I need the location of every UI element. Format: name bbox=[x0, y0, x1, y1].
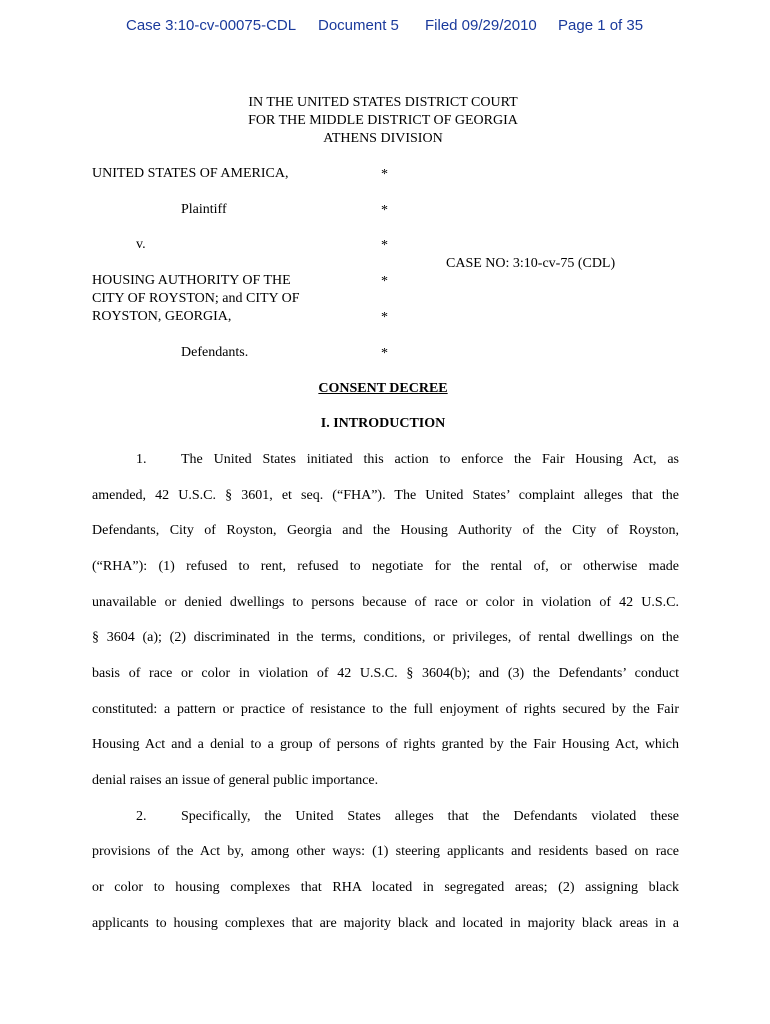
defendant-role: Defendants. bbox=[181, 345, 249, 360]
court-line-3: ATHENS DIVISION bbox=[323, 131, 443, 146]
paragraph-line: constituted: a pattern or practice of resistance to the full enjoyment of rights secured by the Fair bbox=[92, 702, 679, 717]
paragraph-line: unavailable or denied dwellings to persons because of race or color in violation of 42 U.S.C. bbox=[92, 595, 679, 610]
court-line-2: FOR THE MIDDLE DISTRICT OF GEORGIA bbox=[248, 113, 518, 128]
paragraph-line: provisions of the Act by, among other ways: (1) steering applicants and residents based on race bbox=[92, 844, 679, 859]
document-title: CONSENT DECREE bbox=[318, 381, 448, 396]
caption-asterisk: * bbox=[381, 346, 388, 361]
paragraph-line: denial raises an issue of general public importance. bbox=[92, 773, 379, 788]
filed-date: Filed 09/29/2010 bbox=[425, 17, 537, 34]
paragraph-number: 1. bbox=[136, 452, 147, 467]
plaintiff-role: Plaintiff bbox=[181, 202, 227, 217]
paragraph-line: amended, 42 U.S.C. § 3601, et seq. (“FHA”). The United States’ complaint alleges that the bbox=[92, 488, 679, 503]
case-number: Case 3:10-cv-00075-CDL bbox=[126, 17, 297, 34]
paragraph-line: Housing Act and a denial to a group of persons of rights granted by the Fair Housing Act, which bbox=[92, 737, 679, 752]
paragraph-number: 2. bbox=[136, 809, 147, 824]
paragraph-line: applicants to housing complexes that are majority black and located in majority black areas in a bbox=[92, 916, 679, 931]
defendant-line-1: HOUSING AUTHORITY OF THE bbox=[92, 273, 291, 288]
paragraph-line: (“RHA”): (1) refused to rent, refused to negotiate for the rental of, or otherwise made bbox=[92, 559, 679, 574]
defendant-line-3: ROYSTON, GEORGIA, bbox=[92, 309, 232, 324]
plaintiff-name: UNITED STATES OF AMERICA, bbox=[92, 166, 289, 181]
caption-asterisk: * bbox=[381, 167, 388, 182]
defendant-line-2: CITY OF ROYSTON; and CITY OF bbox=[92, 291, 300, 306]
case-number-label: CASE NO: 3:10-cv-75 (CDL) bbox=[446, 256, 616, 271]
section-heading: I. INTRODUCTION bbox=[320, 416, 446, 431]
paragraph-line: or color to housing complexes that RHA located in segregated areas; (2) assigning black bbox=[92, 880, 679, 895]
caption-asterisk: * bbox=[381, 203, 388, 218]
paragraph-line: Specifically, the United States alleges that the Defendants violated these bbox=[181, 809, 679, 824]
paragraph-line: § 3604 (a); (2) discriminated in the terms, conditions, or privileges, of rental dwellings on the bbox=[92, 630, 679, 645]
paragraph-line: Defendants, City of Royston, Georgia and the Housing Authority of the City of Royston, bbox=[92, 523, 679, 538]
caption-asterisk: * bbox=[381, 238, 388, 253]
page-number: Page 1 of 35 bbox=[558, 17, 644, 34]
caption-asterisk: * bbox=[381, 310, 388, 325]
paragraph-line: basis of race or color in violation of 42 U.S.C. § 3604(b); and (3) the Defendants’ conduct bbox=[92, 666, 679, 681]
caption-asterisk: * bbox=[381, 274, 388, 289]
paragraph-line: The United States initiated this action to enforce the Fair Housing Act, as bbox=[181, 452, 679, 467]
document-number: Document 5 bbox=[318, 17, 399, 34]
versus: v. bbox=[136, 237, 146, 252]
court-line-1: IN THE UNITED STATES DISTRICT COURT bbox=[248, 95, 518, 110]
